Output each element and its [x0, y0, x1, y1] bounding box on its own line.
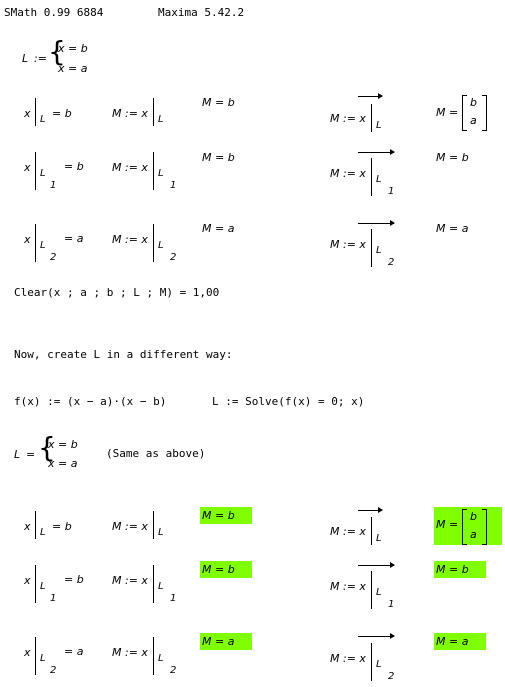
engine-version: Maxima 5.42.2 — [158, 6, 245, 19]
mv-sub: L — [376, 245, 382, 256]
at-var: x — [24, 646, 31, 659]
mv-sub: L — [376, 659, 382, 670]
m-def: M := x — [112, 574, 148, 587]
mv-index: 1 — [388, 599, 395, 610]
mv-eval: M = a — [436, 222, 469, 235]
m-bar — [153, 224, 154, 262]
at-sub: L — [40, 581, 46, 592]
at-index: 2 — [50, 665, 57, 676]
system-eq2: x = a — [58, 62, 88, 75]
m-index: 1 — [170, 593, 177, 604]
m-eval: M = b — [202, 151, 235, 164]
mv-def: M := x — [330, 652, 366, 665]
system-lhs: L — [14, 448, 21, 461]
function-definition[interactable]: f(x) := (x − a)·(x − b) — [14, 395, 167, 408]
mv-sub: L — [376, 587, 382, 598]
note-text[interactable]: Now, create L in a different way: — [14, 348, 233, 361]
m-def: M := x — [112, 161, 148, 174]
m-bar — [153, 511, 154, 539]
m-sub: L — [158, 114, 164, 125]
mv-eval: M = — [436, 518, 459, 531]
mv-def: M := x — [330, 112, 366, 125]
m-eval: M = b — [202, 96, 235, 109]
mv-def: M := x — [330, 238, 366, 251]
m-eval: M = a — [202, 635, 235, 648]
mv-index: 2 — [388, 257, 395, 268]
at-result: = b — [52, 107, 72, 120]
at-result: = b — [64, 573, 84, 586]
at-sub: L — [40, 168, 46, 179]
mv-eval: M = b — [436, 151, 469, 164]
mv-sub: L — [376, 174, 382, 185]
vec-b: b — [470, 96, 477, 109]
at-index: 1 — [50, 593, 57, 604]
comment-text: (Same as above) — [106, 447, 206, 460]
m-bar — [153, 637, 154, 675]
system-eq1: x = b — [48, 438, 78, 451]
solve-expression[interactable]: L := Solve(f(x) = 0; x) — [212, 395, 365, 408]
at-var: x — [24, 574, 31, 587]
vec-a: a — [470, 114, 477, 127]
at-var: x — [24, 233, 31, 246]
at-sub: L — [40, 114, 46, 125]
bracket-right-icon — [482, 509, 487, 545]
at-sub: L — [40, 240, 46, 251]
bracket-left-icon — [462, 509, 467, 545]
m-sub: L — [158, 527, 164, 538]
at-bar — [35, 511, 36, 539]
at-var: x — [24, 161, 31, 174]
at-result: = b — [64, 160, 84, 173]
m-def: M := x — [112, 520, 148, 533]
vectorize-arrow-icon — [358, 636, 394, 637]
mv-def: M := x — [330, 525, 366, 538]
mv-eval: M = a — [436, 635, 469, 648]
bracket-left-icon — [462, 95, 467, 131]
m-sub: L — [158, 653, 164, 664]
m-sub: L — [158, 240, 164, 251]
at-sub: L — [40, 653, 46, 664]
m-def: M := x — [112, 646, 148, 659]
brace-icon: { — [38, 431, 56, 464]
app-version: SMath 0.99 6884 — [4, 6, 104, 19]
assign-operator: := — [34, 52, 47, 65]
at-bar — [35, 98, 36, 126]
mv-bar — [371, 229, 372, 267]
mv-bar — [371, 104, 372, 132]
mv-index: 1 — [388, 186, 395, 197]
m-eval: M = a — [202, 222, 235, 235]
brace-icon: { — [48, 35, 66, 68]
m-sub: L — [158, 581, 164, 592]
mv-index: 2 — [388, 671, 395, 682]
mv-sub: L — [376, 533, 382, 544]
at-result: = b — [52, 520, 72, 533]
at-bar — [35, 224, 36, 262]
at-var: x — [24, 107, 31, 120]
system-eq1: x = b — [58, 42, 88, 55]
vectorize-arrow-icon — [358, 565, 394, 566]
m-index: 1 — [170, 180, 177, 191]
eq-operator: = — [26, 448, 36, 461]
mv-bar — [371, 517, 372, 545]
m-index: 2 — [170, 252, 177, 263]
mv-eval: M = b — [436, 563, 469, 576]
at-index: 2 — [50, 252, 57, 263]
m-eval: M = b — [202, 563, 235, 576]
mv-bar — [371, 643, 372, 681]
mv-eval: M = — [436, 106, 459, 119]
vec-a: a — [470, 528, 477, 541]
clear-expression[interactable]: Clear(x ; a ; b ; L ; M) = 1,00 — [14, 286, 220, 299]
mv-def: M := x — [330, 580, 366, 593]
at-sub: L — [40, 527, 46, 538]
vectorize-arrow-icon — [358, 152, 394, 153]
vectorize-arrow-icon — [358, 96, 382, 97]
m-bar — [153, 98, 154, 126]
at-bar — [35, 565, 36, 603]
at-result: = a — [64, 645, 84, 658]
system-eq2: x = a — [48, 457, 78, 470]
m-bar — [153, 565, 154, 603]
system-lhs: L — [22, 52, 29, 65]
vectorize-arrow-icon — [358, 510, 382, 511]
mv-bar — [371, 571, 372, 609]
vec-b: b — [470, 510, 477, 523]
mv-sub: L — [376, 120, 382, 131]
m-def: M := x — [112, 233, 148, 246]
at-result: = a — [64, 232, 84, 245]
at-bar — [35, 637, 36, 675]
m-index: 2 — [170, 665, 177, 676]
at-index: 1 — [50, 180, 57, 191]
at-bar — [35, 152, 36, 190]
mv-def: M := x — [330, 167, 366, 180]
at-var: x — [24, 520, 31, 533]
vectorize-arrow-icon — [358, 223, 394, 224]
m-eval: M = b — [202, 509, 235, 522]
m-bar — [153, 152, 154, 190]
mv-bar — [371, 158, 372, 196]
m-sub: L — [158, 168, 164, 179]
m-def: M := x — [112, 107, 148, 120]
bracket-right-icon — [482, 95, 487, 131]
